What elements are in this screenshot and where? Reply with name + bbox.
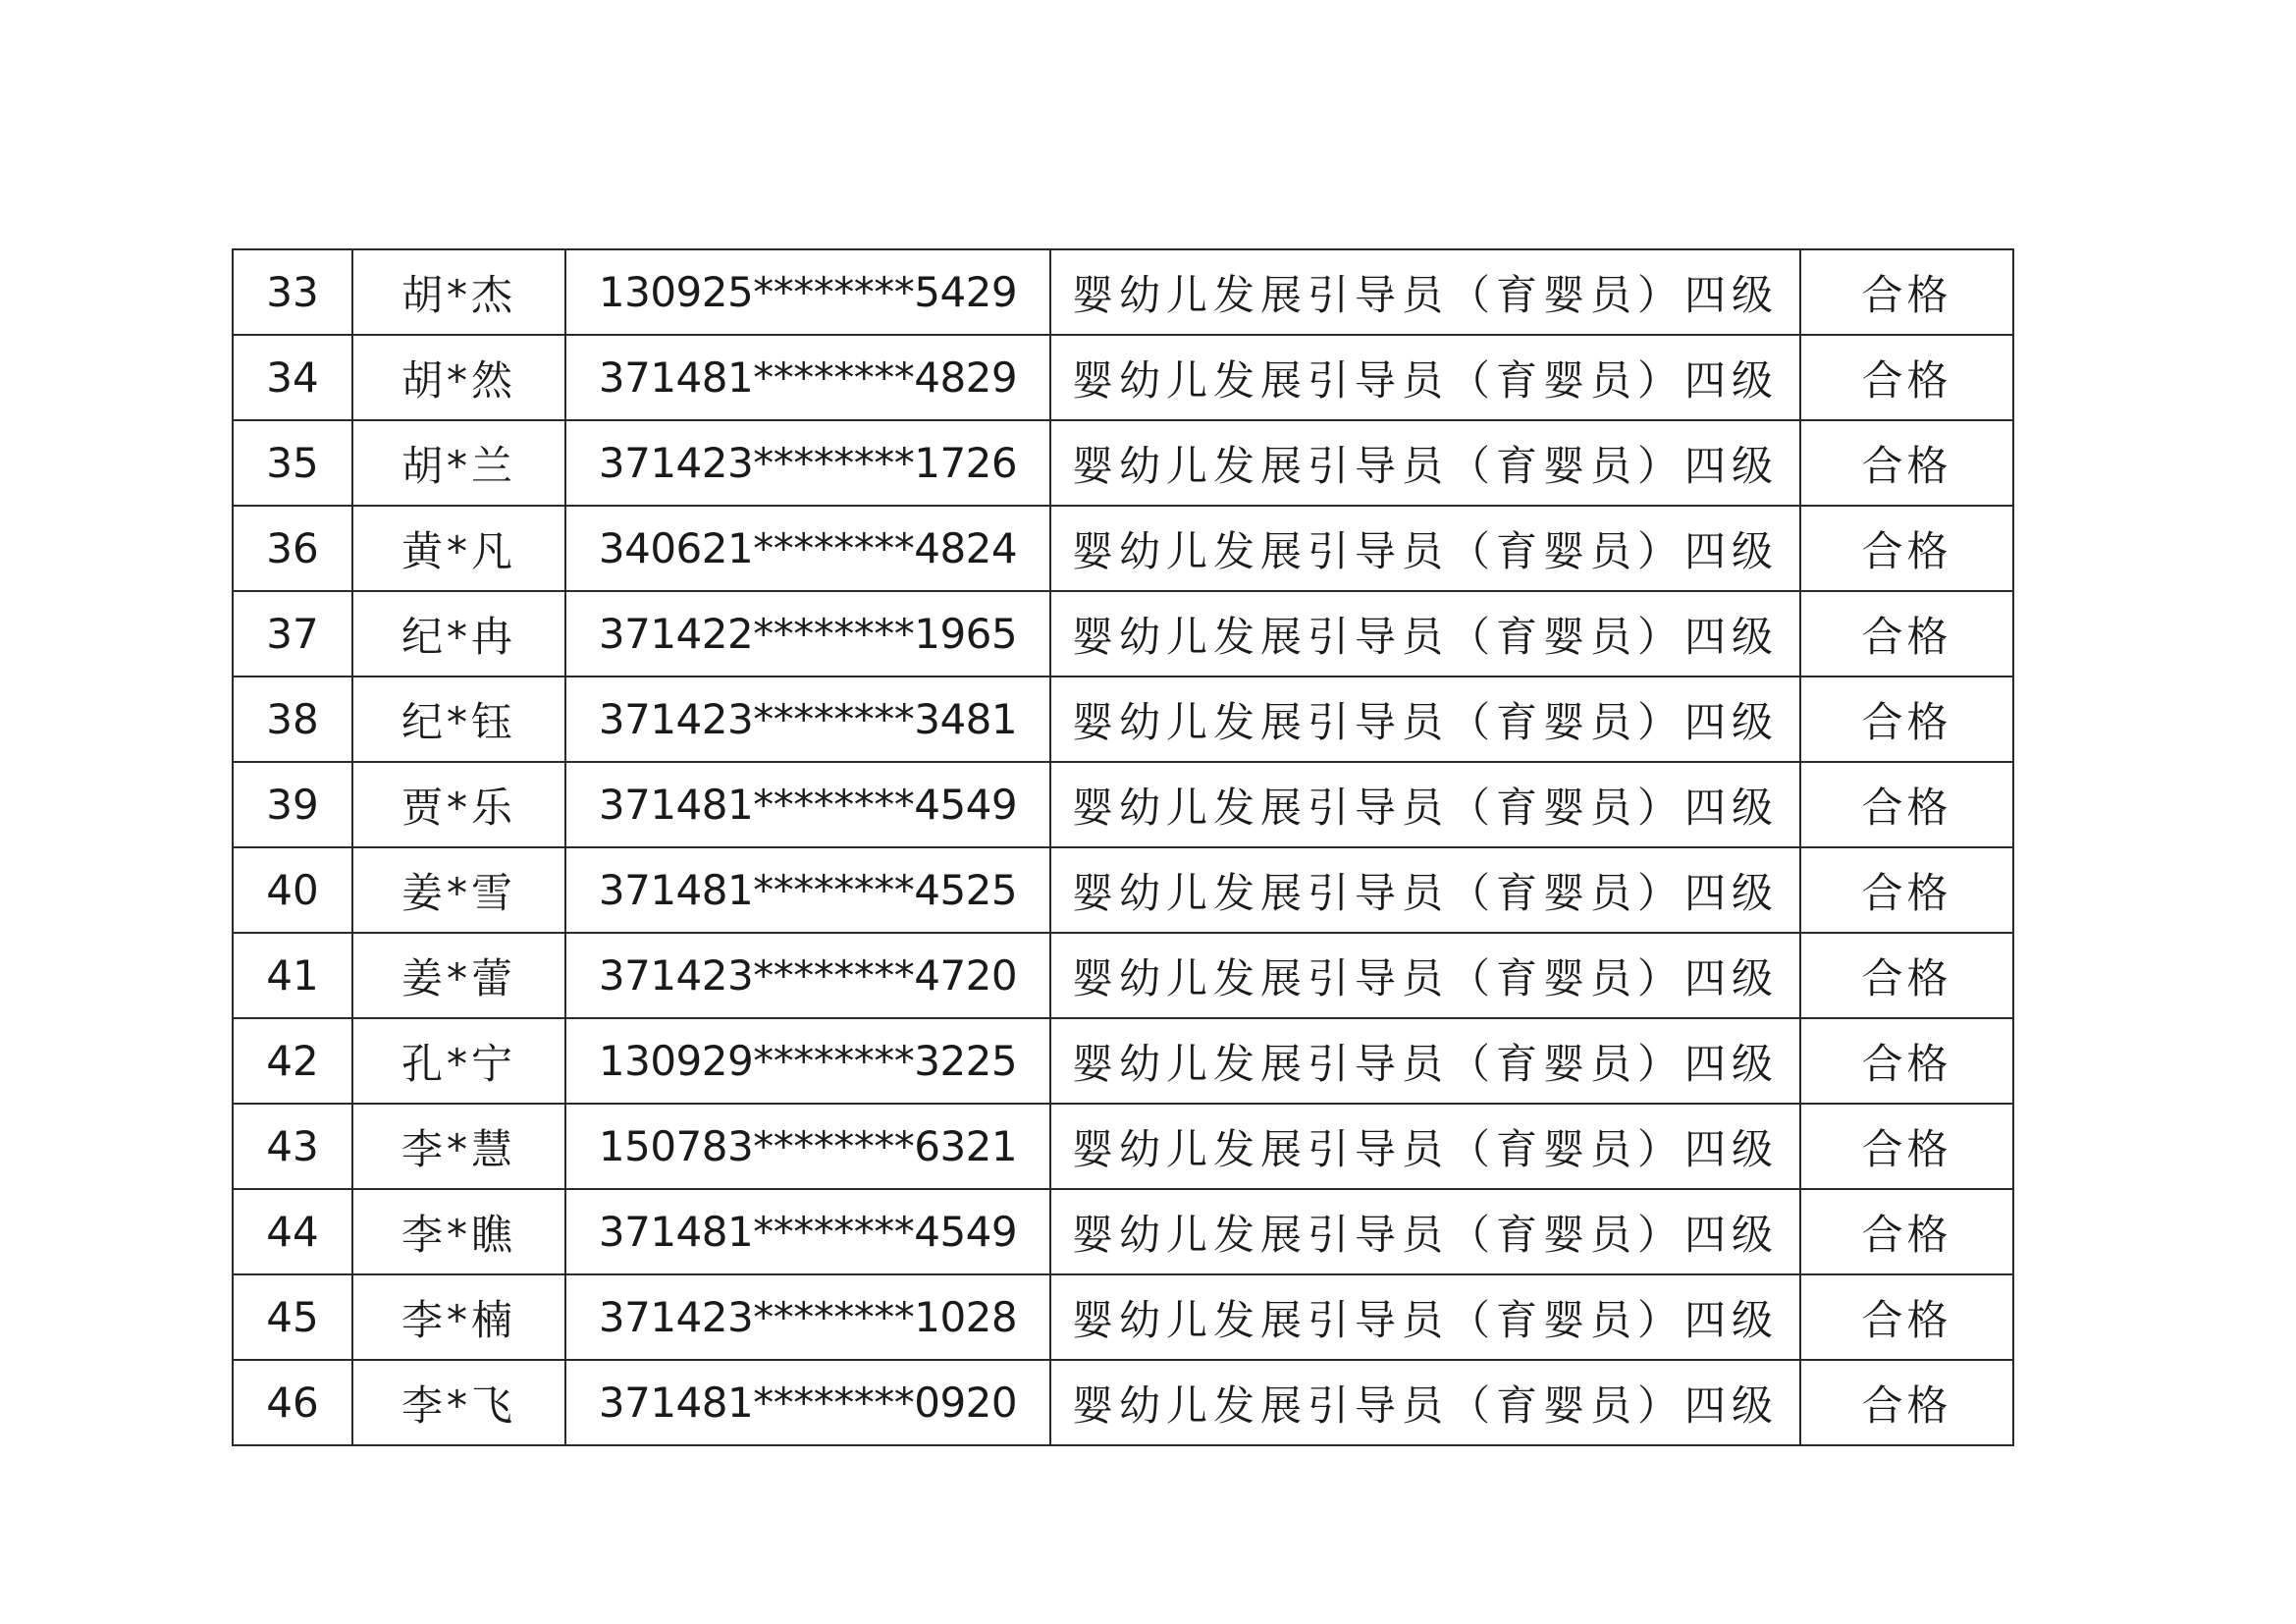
exam-result: 合格 — [1800, 249, 2013, 335]
person-name: 胡*然 — [352, 335, 565, 420]
table-row — [233, 1018, 2013, 1104]
row-number: 43 — [233, 1104, 352, 1189]
id-number: 371423********4720 — [565, 933, 1050, 1018]
person-name: 姜*雪 — [352, 847, 565, 933]
id-number: 371422********1965 — [565, 591, 1050, 677]
table-row — [233, 1189, 2013, 1274]
table-row — [233, 249, 2013, 335]
person-name: 姜*蕾 — [352, 933, 565, 1018]
occupation-level: 婴幼儿发展引导员（育婴员）四级 — [1050, 335, 1800, 420]
occupation-level: 婴幼儿发展引导员（育婴员）四级 — [1050, 1274, 1800, 1360]
person-name: 胡*杰 — [352, 249, 565, 335]
row-number: 39 — [233, 762, 352, 847]
occupation-level: 婴幼儿发展引导员（育婴员）四级 — [1050, 677, 1800, 762]
id-number: 340621********4824 — [565, 506, 1050, 591]
row-number: 36 — [233, 506, 352, 591]
table-row — [233, 847, 2013, 933]
exam-result: 合格 — [1800, 1274, 2013, 1360]
exam-result: 合格 — [1800, 847, 2013, 933]
table-row — [233, 677, 2013, 762]
exam-result: 合格 — [1800, 762, 2013, 847]
row-number: 45 — [233, 1274, 352, 1360]
person-name: 纪*钰 — [352, 677, 565, 762]
row-number: 46 — [233, 1360, 352, 1445]
table-body — [233, 249, 2013, 1445]
occupation-level: 婴幼儿发展引导员（育婴员）四级 — [1050, 506, 1800, 591]
exam-result: 合格 — [1800, 420, 2013, 506]
id-number: 371423********3481 — [565, 677, 1050, 762]
occupation-level: 婴幼儿发展引导员（育婴员）四级 — [1050, 1104, 1800, 1189]
table-row — [233, 420, 2013, 506]
id-number: 371481********4829 — [565, 335, 1050, 420]
id-number: 150783********6321 — [565, 1104, 1050, 1189]
row-number: 35 — [233, 420, 352, 506]
exam-result: 合格 — [1800, 335, 2013, 420]
person-name: 胡*兰 — [352, 420, 565, 506]
table-row — [233, 591, 2013, 677]
person-name: 贾*乐 — [352, 762, 565, 847]
person-name: 李*瞧 — [352, 1189, 565, 1274]
id-number: 371423********1726 — [565, 420, 1050, 506]
occupation-level: 婴幼儿发展引导员（育婴员）四级 — [1050, 591, 1800, 677]
row-number: 37 — [233, 591, 352, 677]
id-number: 371481********4549 — [565, 762, 1050, 847]
exam-result: 合格 — [1800, 1189, 2013, 1274]
person-name: 李*飞 — [352, 1360, 565, 1445]
person-name: 李*慧 — [352, 1104, 565, 1189]
id-number: 371481********4549 — [565, 1189, 1050, 1274]
table-row — [233, 1104, 2013, 1189]
occupation-level: 婴幼儿发展引导员（育婴员）四级 — [1050, 1360, 1800, 1445]
row-number: 34 — [233, 335, 352, 420]
id-number: 371481********4525 — [565, 847, 1050, 933]
occupation-level: 婴幼儿发展引导员（育婴员）四级 — [1050, 420, 1800, 506]
table-row — [233, 1360, 2013, 1445]
row-number: 33 — [233, 249, 352, 335]
id-number: 371423********1028 — [565, 1274, 1050, 1360]
person-name: 孔*宁 — [352, 1018, 565, 1104]
exam-result: 合格 — [1800, 1104, 2013, 1189]
exam-result: 合格 — [1800, 933, 2013, 1018]
table-row — [233, 506, 2013, 591]
occupation-level: 婴幼儿发展引导员（育婴员）四级 — [1050, 762, 1800, 847]
person-name: 黄*凡 — [352, 506, 565, 591]
id-number: 130929********3225 — [565, 1018, 1050, 1104]
occupation-level: 婴幼儿发展引导员（育婴员）四级 — [1050, 847, 1800, 933]
table-row — [233, 762, 2013, 847]
table-row — [233, 1274, 2013, 1360]
table-row — [233, 335, 2013, 420]
occupation-level: 婴幼儿发展引导员（育婴员）四级 — [1050, 933, 1800, 1018]
occupation-level: 婴幼儿发展引导员（育婴员）四级 — [1050, 1189, 1800, 1274]
id-number: 371481********0920 — [565, 1360, 1050, 1445]
exam-result: 合格 — [1800, 677, 2013, 762]
exam-result: 合格 — [1800, 506, 2013, 591]
occupation-level: 婴幼儿发展引导员（育婴员）四级 — [1050, 249, 1800, 335]
id-number: 130925********5429 — [565, 249, 1050, 335]
certificate-results-table — [232, 248, 2014, 1446]
exam-result: 合格 — [1800, 1360, 2013, 1445]
person-name: 李*楠 — [352, 1274, 565, 1360]
row-number: 41 — [233, 933, 352, 1018]
row-number: 40 — [233, 847, 352, 933]
exam-result: 合格 — [1800, 591, 2013, 677]
exam-result: 合格 — [1800, 1018, 2013, 1104]
table-row — [233, 933, 2013, 1018]
row-number: 42 — [233, 1018, 352, 1104]
row-number: 44 — [233, 1189, 352, 1274]
person-name: 纪*冉 — [352, 591, 565, 677]
row-number: 38 — [233, 677, 352, 762]
occupation-level: 婴幼儿发展引导员（育婴员）四级 — [1050, 1018, 1800, 1104]
